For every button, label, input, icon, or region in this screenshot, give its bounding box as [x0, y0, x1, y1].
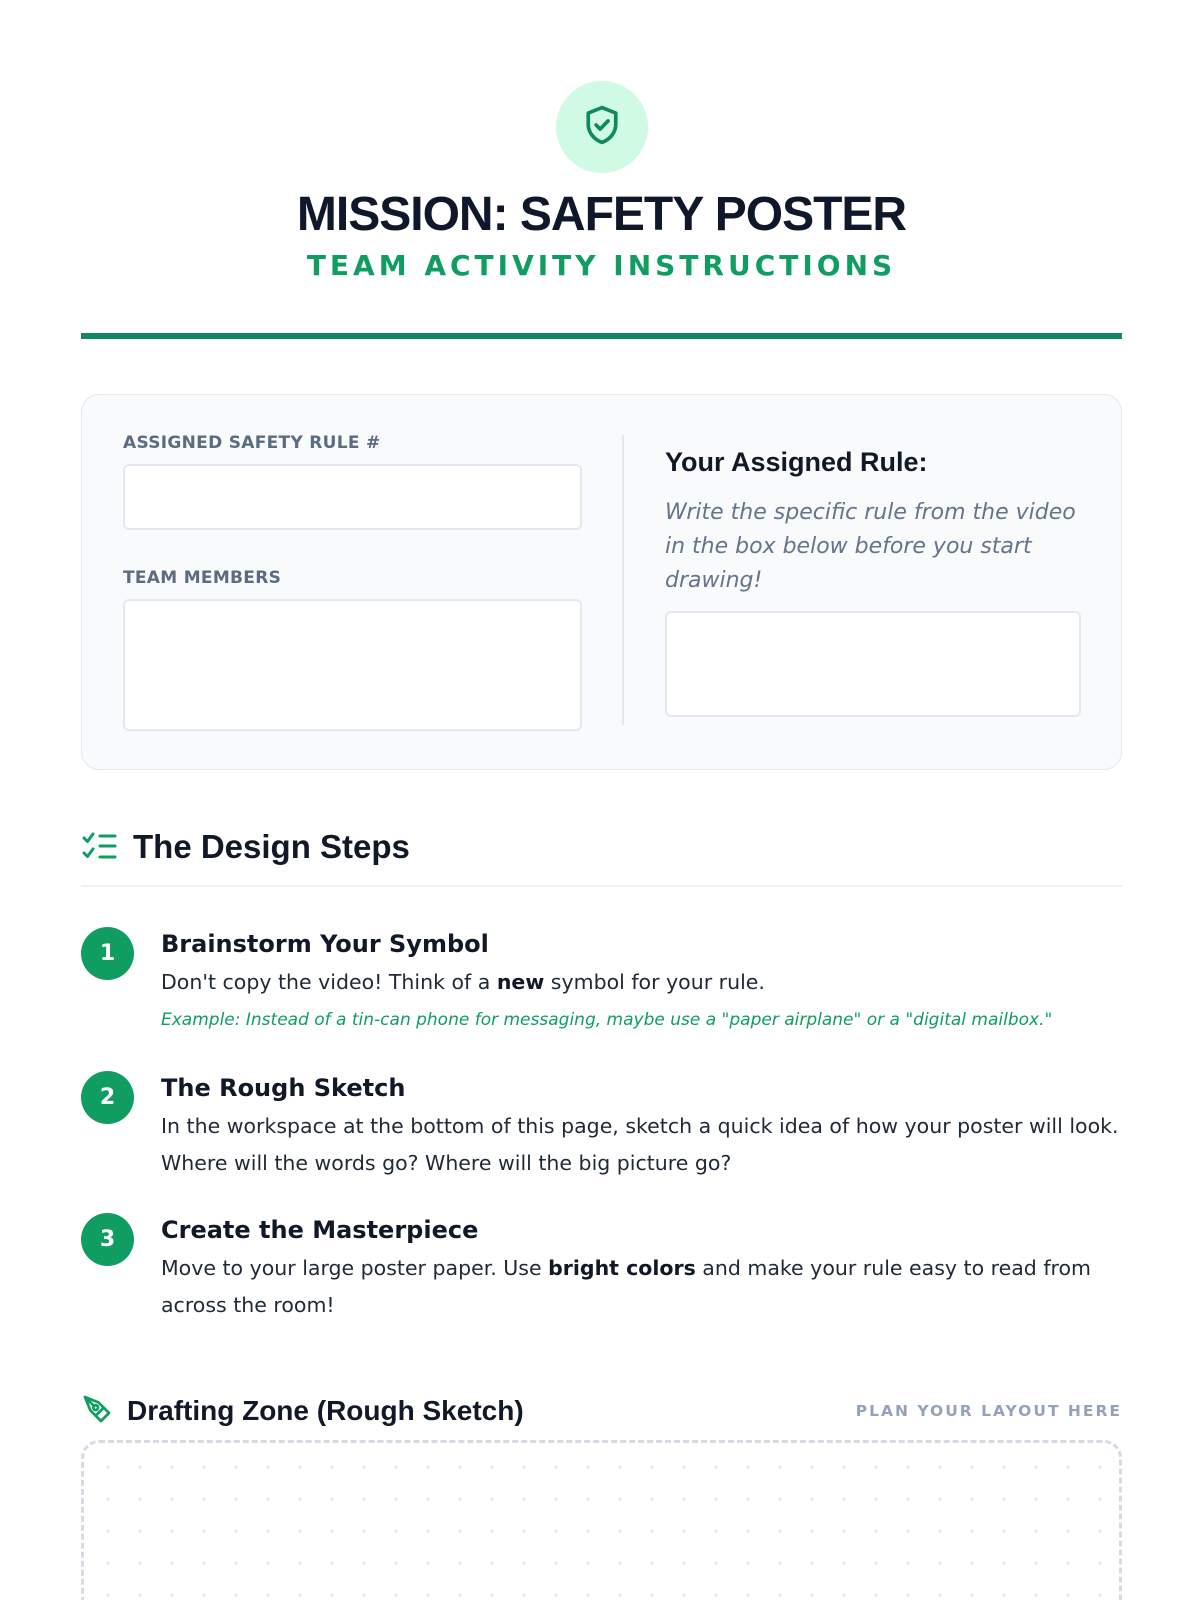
- step-item-1: [81, 927, 1122, 1031]
- step-title: The Rough Sketch: [161, 1074, 406, 1102]
- page-title: MISSION: SAFETY POSTER: [296, 188, 907, 241]
- assigned-rule-panel: [665, 449, 1081, 717]
- step-number: 2: [81, 1071, 134, 1124]
- step-title: Create the Masterpiece: [161, 1216, 479, 1244]
- rule-number-label: ASSIGNED SAFETY RULE #: [123, 433, 381, 453]
- step-item-3: [81, 1213, 1122, 1324]
- assigned-rule-title: Your Assigned Rule:: [665, 447, 928, 477]
- step-description: Move to your large poster paper. Use bright colors and make your rule easy to read from across the room!: [161, 1256, 1092, 1317]
- team-members-input[interactable]: [123, 599, 582, 731]
- step-description: In the workspace at the bottom of this page, sketch a quick idea of how your poster will look. Where will the words go? Where will the big picture go?: [161, 1114, 1119, 1175]
- page-subtitle: TEAM ACTIVITY INSTRUCTIONS: [306, 249, 897, 282]
- worksheet-page: [81, 0, 1122, 1600]
- team-members-label: TEAM MEMBERS: [123, 568, 282, 588]
- steps-section-header: [81, 828, 1122, 887]
- step-description: Don't copy the video! Think of a new symbol for your rule.: [161, 970, 765, 994]
- assigned-rule-input[interactable]: [665, 611, 1081, 717]
- assignment-fields: [123, 435, 582, 731]
- assigned-rule-instructions: Write the specific rule from the video in the box below before you start drawing!: [665, 500, 1076, 593]
- step-title: Brainstorm Your Symbol: [161, 930, 489, 958]
- page-header: [81, 0, 1122, 280]
- step-number: 1: [81, 927, 134, 980]
- header-divider: [81, 333, 1122, 339]
- rule-number-input[interactable]: [123, 464, 582, 530]
- drafting-title: Drafting Zone (Rough Sketch): [127, 1395, 524, 1426]
- drafting-canvas[interactable]: [81, 1440, 1122, 1600]
- step-item-2: [81, 1071, 1122, 1182]
- step-number: 3: [81, 1213, 134, 1266]
- drafting-section-header: [81, 1393, 1122, 1429]
- header-badge: [556, 81, 648, 173]
- shield-check-icon: [580, 103, 624, 151]
- checklist-icon: [81, 831, 117, 867]
- steps-section-title: The Design Steps: [133, 828, 410, 865]
- card-divider: [622, 435, 624, 725]
- pen-nib-icon: [81, 1393, 113, 1429]
- drafting-hint: PLAN YOUR LAYOUT HERE: [855, 1402, 1122, 1420]
- step-example: Example: Instead of a tin-can phone for messaging, maybe use a "paper airplane" or a "digital mailbox.": [161, 1010, 1053, 1030]
- assignment-card: [81, 394, 1122, 770]
